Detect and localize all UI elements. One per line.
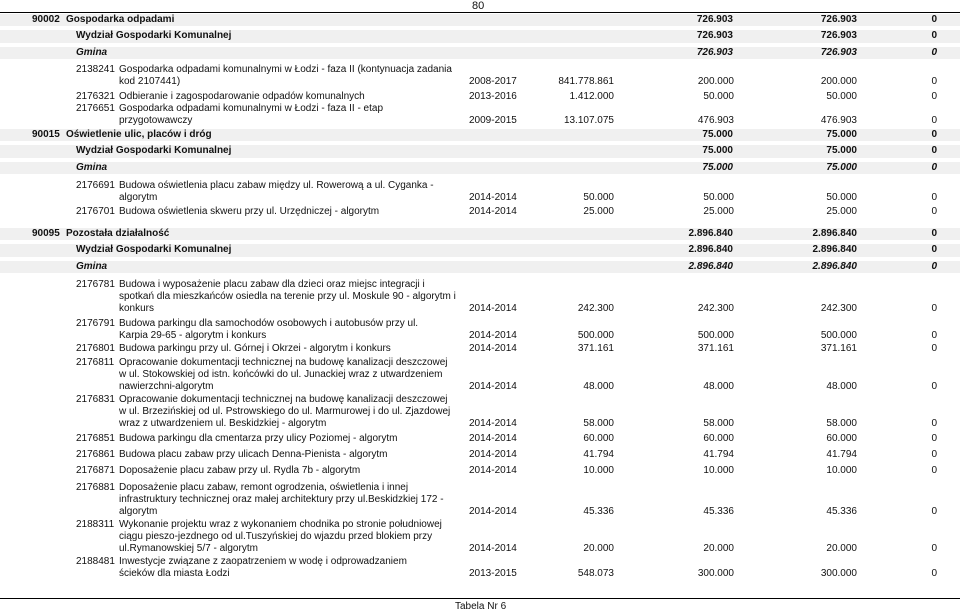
bottom-rule	[0, 598, 960, 599]
task-plan-value: 242.300	[697, 303, 734, 315]
section-name: Oświetlenie ulic, placów i dróg	[66, 129, 212, 140]
task-value: 60.000	[826, 433, 857, 444]
task-plan-value: 50.000	[703, 192, 734, 204]
task-total-cost: 48.000	[583, 381, 614, 393]
task-description-line: Budowa oświetlenia skweru przy ul. Urzędniczej - algorytm	[119, 206, 380, 217]
task-total-cost: 371.161	[577, 343, 614, 354]
task-id: 2188481	[76, 556, 115, 567]
task-total-cost: 41.794	[583, 449, 614, 460]
task-description-line: Karpia 29-65 - algorytm i konkurs	[119, 330, 267, 342]
task-total-cost: 841.778.861	[558, 76, 614, 88]
gmina-value-2: 726.903	[820, 47, 857, 58]
task-description-line: algorytm	[119, 506, 158, 518]
task-value: 41.794	[826, 449, 857, 460]
section-code: 90002	[32, 14, 60, 25]
task-description-line: kod 2107441)	[119, 76, 181, 88]
task-years: 2014-2014	[469, 449, 517, 460]
task-id: 2176811	[76, 357, 115, 368]
department-value-1: 2.896.840	[688, 244, 733, 255]
department-name: Wydział Gospodarki Komunalnej	[76, 145, 232, 156]
task-id: 2188311	[76, 519, 115, 530]
task-years: 2009-2015	[469, 115, 517, 127]
task-other-value: 0	[931, 192, 937, 204]
task-total-cost: 1.412.000	[569, 91, 614, 102]
task-years: 2013-2016	[469, 91, 517, 102]
task-total-cost: 10.000	[583, 465, 614, 476]
task-description-line: infrastruktury technicznej oraz małej architektury przy ul.Beskidzkiej 172 -	[119, 494, 444, 506]
task-years: 2014-2014	[469, 303, 517, 315]
task-id: 2176701	[76, 206, 115, 217]
task-plan-value: 41.794	[703, 449, 734, 460]
task-value: 500.000	[820, 330, 857, 342]
page-number: 80	[472, 0, 485, 12]
department-value-1: 726.903	[696, 30, 733, 41]
task-plan-value: 10.000	[703, 465, 734, 476]
task-other-value: 0	[931, 433, 937, 444]
task-value: 50.000	[826, 192, 857, 204]
task-plan-value: 500.000	[697, 330, 734, 342]
task-plan-value: 45.336	[703, 506, 734, 518]
task-total-cost: 60.000	[583, 433, 614, 444]
task-other-value: 0	[931, 76, 937, 88]
task-plan-value: 371.161	[697, 343, 734, 354]
task-years: 2014-2014	[469, 381, 517, 393]
task-id: 2176321	[76, 91, 115, 102]
section-value-1: 75.000	[702, 129, 733, 140]
section-name: Pozostała działalność	[66, 228, 170, 239]
task-description-line: Doposażenie placu zabaw, remont ogrodzenia, oświetlenia i innej	[119, 482, 409, 493]
task-plan-value: 50.000	[703, 91, 734, 102]
task-value: 58.000	[826, 418, 857, 430]
task-value: 242.300	[820, 303, 857, 315]
task-other-value: 0	[931, 449, 937, 460]
task-years: 2014-2014	[469, 206, 517, 217]
task-value: 200.000	[820, 76, 857, 88]
task-years: 2014-2014	[469, 330, 517, 342]
section-value-3: 0	[931, 228, 937, 239]
task-id: 2176801	[76, 343, 115, 354]
department-value-2: 726.903	[820, 30, 857, 41]
task-description-line: Budowa parkingu przy ul. Górnej i Okrzei - algorytm i konkurs	[119, 343, 391, 354]
department-name: Wydział Gospodarki Komunalnej	[76, 30, 232, 41]
task-value: 45.336	[826, 506, 857, 518]
task-years: 2008-2017	[469, 76, 517, 88]
department-name: Wydział Gospodarki Komunalnej	[76, 244, 232, 255]
task-total-cost: 58.000	[583, 418, 614, 430]
task-id: 2176781	[76, 279, 115, 290]
task-description-line: nawierzchni-algorytm	[119, 381, 214, 393]
task-years: 2013-2015	[469, 568, 517, 580]
task-years: 2014-2014	[469, 506, 517, 518]
gmina-value-1: 726.903	[696, 47, 733, 58]
footer-label: Tabela Nr 6	[455, 601, 507, 612]
task-value: 48.000	[826, 381, 857, 393]
department-value-1: 75.000	[702, 145, 733, 156]
task-description-line: spotkań dla mieszkańców osiedla na terenie przy ul. Moskule 90 - algorytm i	[119, 291, 456, 303]
task-description-line: w ul. Brzezińskiej od ul. Pstrowskiego do ul. Marmurowej i do ul. Zjazdowej	[119, 406, 451, 418]
gmina-label: Gmina	[76, 261, 108, 272]
task-plan-value: 300.000	[697, 568, 734, 580]
task-plan-value: 60.000	[703, 433, 734, 444]
task-total-cost: 548.073	[577, 568, 614, 580]
department-value-3: 0	[931, 145, 937, 156]
task-id: 2176791	[76, 318, 115, 329]
task-other-value: 0	[931, 91, 937, 102]
task-other-value: 0	[931, 418, 937, 430]
task-description-line: Opracowanie dokumentacji technicznej na budowę kanalizacji deszczowej	[119, 357, 448, 368]
section-name: Gospodarka odpadami	[66, 14, 175, 25]
task-description-line: algorytm	[119, 192, 158, 204]
gmina-value-3: 0	[931, 47, 937, 58]
task-years: 2014-2014	[469, 343, 517, 354]
task-years: 2014-2014	[469, 418, 517, 430]
task-description-line: wraz z utwardzeniem ul. Beskidzkiej - algorytm	[119, 418, 327, 430]
task-description-line: Doposażenie placu zabaw przy ul. Rydla 7b - algorytm	[119, 465, 361, 476]
task-other-value: 0	[931, 568, 937, 580]
section-value-1: 726.903	[696, 14, 733, 25]
gmina-value-2: 75.000	[826, 162, 857, 173]
gmina-value-3: 0	[931, 162, 937, 173]
task-years: 2014-2014	[469, 192, 517, 204]
task-id: 2138241	[76, 64, 115, 75]
task-total-cost: 25.000	[583, 206, 614, 217]
gmina-bar	[0, 47, 960, 59]
task-other-value: 0	[931, 343, 937, 354]
task-other-value: 0	[931, 381, 937, 393]
task-total-cost: 45.336	[583, 506, 614, 518]
task-id: 2176651	[76, 103, 115, 114]
task-other-value: 0	[931, 115, 937, 127]
task-plan-value: 48.000	[703, 381, 734, 393]
task-years: 2014-2014	[469, 433, 517, 444]
gmina-value-1: 75.000	[702, 162, 733, 173]
task-description-line: konkurs	[119, 303, 155, 315]
task-value: 10.000	[826, 465, 857, 476]
task-other-value: 0	[931, 330, 937, 342]
task-other-value: 0	[931, 543, 937, 555]
task-total-cost: 242.300	[577, 303, 614, 315]
task-description-line: Budowa parkingu dla samochodów osobowych i autobusów przy ul.	[119, 318, 419, 329]
task-other-value: 0	[931, 506, 937, 518]
task-description-line: Budowa parkingu dla cmentarza przy ulicy Poziomej - algorytm	[119, 433, 398, 444]
task-id: 2176861	[76, 449, 115, 460]
task-plan-value: 25.000	[703, 206, 734, 217]
task-value: 476.903	[820, 115, 857, 127]
task-total-cost: 50.000	[583, 192, 614, 204]
task-description-line: Gospodarka odpadami komunalnymi w Łodzi - faza II (kontynuacja zadania	[119, 64, 452, 75]
task-value: 50.000	[826, 91, 857, 102]
task-years: 2014-2014	[469, 543, 517, 555]
task-description-line: ścieków dla miasta Łodzi	[119, 568, 230, 580]
section-code: 90015	[32, 129, 60, 140]
task-other-value: 0	[931, 303, 937, 315]
section-value-2: 75.000	[826, 129, 857, 140]
section-value-2: 726.903	[820, 14, 857, 25]
task-id: 2176851	[76, 433, 115, 444]
task-plan-value: 200.000	[697, 76, 734, 88]
task-description-line: Budowa oświetlenia placu zabaw między ul. Rowerową a ul. Cyganka -	[119, 180, 434, 191]
gmina-label: Gmina	[76, 47, 108, 58]
task-id: 2176881	[76, 482, 115, 493]
task-description-line: przygotowawczy	[119, 115, 193, 127]
task-total-cost: 20.000	[583, 543, 614, 555]
section-value-3: 0	[931, 129, 937, 140]
section-value-3: 0	[931, 14, 937, 25]
task-id: 2176691	[76, 180, 115, 191]
department-value-2: 2.896.840	[812, 244, 857, 255]
section-value-1: 2.896.840	[688, 228, 733, 239]
task-description-line: Budowa i wyposażenie placu zabaw dla dzieci oraz miejsc integracji i	[119, 279, 425, 290]
task-description-line: Gospodarka odpadami komunalnymi w Łodzi - faza II - etap	[119, 103, 384, 114]
task-id: 2176871	[76, 465, 115, 476]
task-value: 25.000	[826, 206, 857, 217]
department-value-3: 0	[931, 244, 937, 255]
task-description-line: Inwestycje związane z zaopatrzeniem w wodę i odprowadzaniem	[119, 556, 407, 567]
gmina-bar	[0, 162, 960, 174]
department-value-2: 75.000	[826, 145, 857, 156]
task-plan-value: 20.000	[703, 543, 734, 555]
task-plan-value: 58.000	[703, 418, 734, 430]
gmina-label: Gmina	[76, 162, 108, 173]
department-value-3: 0	[931, 30, 937, 41]
task-description-line: w ul. Stokowskiej od istn. końcówki do ul. Junackiej wraz z utwardzeniem	[119, 369, 443, 381]
section-code: 90095	[32, 228, 60, 239]
task-description-line: Odbieranie i zagospodarowanie odpadów komunalnych	[119, 91, 365, 102]
task-id: 2176831	[76, 394, 115, 405]
task-total-cost: 13.107.075	[563, 115, 614, 127]
gmina-value-1: 2.896.840	[688, 261, 733, 272]
task-description-line: ciągu pieszo-jezdnego od ul.Tuszyńskiej do wjazdu przed blokiem przy	[119, 531, 433, 543]
task-years: 2014-2014	[469, 465, 517, 476]
task-description-line: Opracowanie dokumentacji technicznej na budowę kanalizacji deszczowej	[119, 394, 448, 405]
top-rule	[0, 12, 960, 13]
task-other-value: 0	[931, 465, 937, 476]
task-description-line: Budowa placu zabaw przy ulicach Denna-Pienista - algorytm	[119, 449, 388, 460]
task-plan-value: 476.903	[697, 115, 734, 127]
task-total-cost: 500.000	[577, 330, 614, 342]
task-value: 20.000	[826, 543, 857, 555]
task-value: 371.161	[820, 343, 857, 354]
gmina-value-2: 2.896.840	[812, 261, 857, 272]
task-description-line: Wykonanie projektu wraz z wykonaniem chodnika po stronie południowej	[119, 519, 442, 530]
task-other-value: 0	[931, 206, 937, 217]
gmina-value-3: 0	[931, 261, 937, 272]
task-description-line: ul.Rymanowskiej 5/7 - algorytm	[119, 543, 258, 555]
section-value-2: 2.896.840	[812, 228, 857, 239]
task-value: 300.000	[820, 568, 857, 580]
